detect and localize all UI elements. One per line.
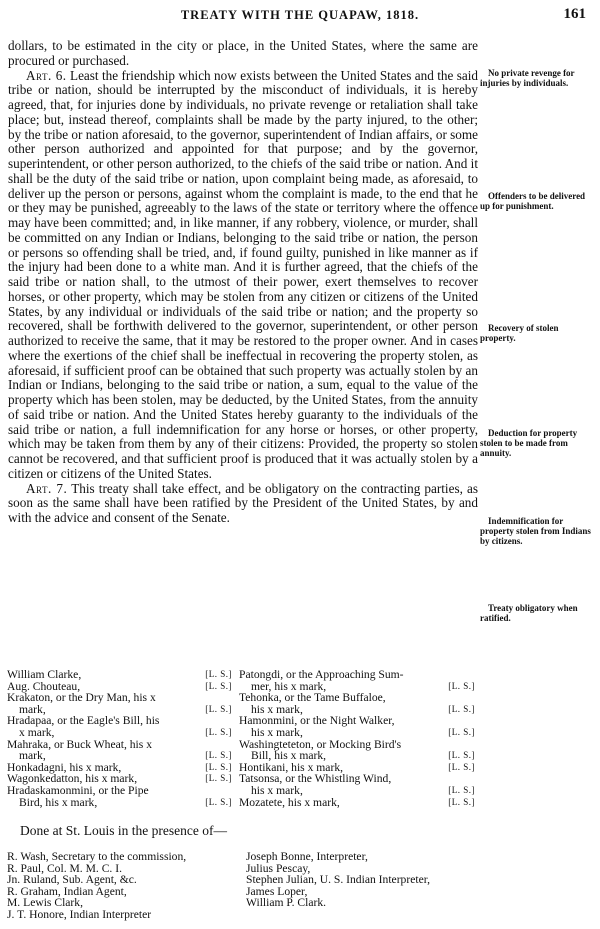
- seal-mark: [L. S.]: [205, 680, 232, 691]
- seal-mark: [L. S.]: [205, 726, 232, 737]
- article-6-label: Art. 6.: [26, 67, 67, 83]
- attestation-line: Done at St. Louis in the presence of—: [20, 823, 227, 838]
- seal-mark: [L. S.]: [205, 703, 232, 714]
- seal-mark: [L. S.]: [205, 773, 232, 784]
- margin-note-deduction: Deduction for property stolen to be made from annuity.: [480, 428, 578, 458]
- witness: R. Paul, Col. M. M. C. I.: [7, 861, 122, 875]
- treaty-text: [8, 39, 478, 526]
- running-title: TREATY WITH THE QUAPAW, 1818.: [180, 8, 420, 22]
- seal-mark: [L. S.]: [448, 703, 475, 714]
- article-7-label: Art. 7.: [26, 480, 68, 496]
- signature: Krakaton, or the Dry Man, his x mark, [L. S.]: [7, 691, 232, 716]
- seal-mark: [L. S.]: [205, 796, 232, 807]
- page-header: [0, 6, 600, 26]
- article-7: [8, 482, 478, 526]
- signature: Honkadagni, his x mark, [L. S.]: [7, 760, 232, 774]
- signature: Hontikani, his x mark, [L. S.]: [239, 760, 475, 774]
- witness: Julius Pescay,: [246, 861, 311, 875]
- witness: William P. Clark.: [246, 896, 327, 910]
- witness: M. Lewis Clark,: [7, 896, 83, 910]
- seal-mark: [L. S.]: [205, 669, 232, 679]
- witness: R. Wash, Secretary to the commission,: [7, 850, 187, 863]
- signature: Washingteteton, or Mocking Bird's Bill, his x mark, [L. S.]: [239, 737, 475, 763]
- witnesses-left-column: [7, 851, 247, 921]
- signature: Wagonkedatton, his x mark, [L. S.]: [7, 772, 232, 786]
- signatures-right-column: [239, 669, 475, 808]
- signature: Mozatete, his x mark, [L. S.]: [239, 795, 475, 809]
- seal-mark: [L. S.]: [448, 680, 475, 691]
- signature: Patongdi, or the Approaching Sum- mer, his x mark, [L. S.]: [239, 668, 475, 693]
- signature: William Clarke, [L. S.]: [7, 668, 232, 681]
- margin-note-ratification: Treaty obligatory when ratified.: [480, 603, 578, 623]
- witness: James Loper,: [246, 884, 308, 898]
- signature: Hradapaa, or the Eagle's Bill, his x mark, [L. S.]: [7, 714, 232, 739]
- seal-mark: [L. S.]: [448, 796, 475, 807]
- signature: Tatsonsa, or the Whistling Wind, his x mark, [L. S.]: [239, 772, 475, 797]
- seal-mark: [L. S.]: [448, 750, 475, 761]
- witness: R. Graham, Indian Agent,: [7, 884, 127, 898]
- article-6-text: Least the friendship which now exists between the United States and the said tribe or nation, should be interrupted by the misconduct of individuals, it is hereby agreed, that, for injuries done by individuals, no private revenge or retaliation shall take place; but, instead thereof, complaints shall be made by the party injured, to the other; by the tribe or nation aforesaid, to the governor, superintendent of Indian affairs, or some other person authorized and appointed for that purpose; and by the governor, superintendent, or other person authorized, to the chiefs of the said tribe or nation. And it shall be the duty of the said tribe or nation, upon complaint being made, as aforesaid, to deliver up the person or persons, against whom the complaint is made, to the end that he or they may be punished, agreeably to the laws of the state or territory where the offence may have been committed; and, in like manner, if any robbery, violence, or murder, shall be committed on any Indian or Indians, belonging to the said tribe or nation, the person or persons so offending shall be tried, and, if found guilty, punished in like manner as if the injury had been done to a white man. And it is further agreed, that the chiefs of the said tribe or nation shall, to the utmost of their power, exert themselves to recover horses, or other property, which may be stolen from any citizen or citizens of the United States, by any individual or individuals of the said tribe or nation; and the property so recovered, shall be forthwith delivered to the governor, superintendent, or other person authorized to receive the same, that it may be restored to the proper owner. And in cases where the exertions of the chief shall be ineffectual in recovering the property stolen, as aforesaid, if sufficient proof can be obtained that such property was actually stolen by an Indian or Indians, belonging to the said tribe or nation, a sum, equal to the value of the property which has been stolen, may be deducted, by the United States, from the annuity of said tribe or nation. And the United States hereby guaranty to the individuals of the said tribe or nation, a full indemnification for any horse or horses, or other property, which may be taken from them by any of their citizens: Provided, the property so stolen cannot be recovered, and that sufficient proof is produced that it was actually stolen by a citizen or citizens of the United States.: [8, 67, 479, 481]
- signature: Mahraka, or Buck Wheat, his x mark, [L. S.]: [7, 737, 232, 763]
- witness: Jn. Ruland, Sub. Agent, &c.: [7, 873, 137, 887]
- signatures-left-column: [7, 669, 232, 808]
- signature: Aug. Chouteau, [L. S.]: [7, 679, 232, 693]
- witness: Joseph Bonne, Interpreter,: [246, 850, 368, 863]
- seal-mark: [L. S.]: [205, 750, 232, 761]
- signature: Tehonka, or the Tame Buffaloe, his x mark, [L. S.]: [239, 691, 475, 716]
- article-7-text: This treaty shall take effect, and be obligatory on the contracting parties, as soon as the same shall have been ratified by the President of the United States, by and with the advice and consent of the Senate.: [8, 480, 478, 525]
- signature: Hamonmini, or the Night Walker, his x mark, [L. S.]: [239, 714, 475, 739]
- witness: J. T. Honore, Indian Interpreter: [7, 907, 152, 921]
- article-6: [8, 69, 478, 482]
- seal-mark: [L. S.]: [448, 761, 475, 772]
- seal-mark: [L. S.]: [448, 784, 475, 795]
- witnesses-right-column: [246, 851, 526, 909]
- margin-note-recovery: Recovery of stolen property.: [480, 323, 559, 343]
- margin-note-offenders: Offenders to be delivered up for punishment.: [480, 191, 586, 211]
- seal-mark: [L. S.]: [448, 726, 475, 737]
- margin-note-private-revenge: No private revenge for injuries by individuals.: [480, 68, 575, 88]
- paragraph-continuation: dollars, to be estimated in the city or place, in the United States, where the same are procured or purchased.: [8, 38, 478, 68]
- seal-mark: [L. S.]: [205, 761, 232, 772]
- signature: Hradaskamonmini, or the Pipe Bird, his x mark, [L. S.]: [7, 783, 232, 809]
- margin-note-indemnification: Indemnification for property stolen from Indians by citizens.: [480, 516, 591, 546]
- page-number: 161: [563, 6, 586, 22]
- witness: Stephen Julian, U. S. Indian Interpreter,: [246, 873, 431, 887]
